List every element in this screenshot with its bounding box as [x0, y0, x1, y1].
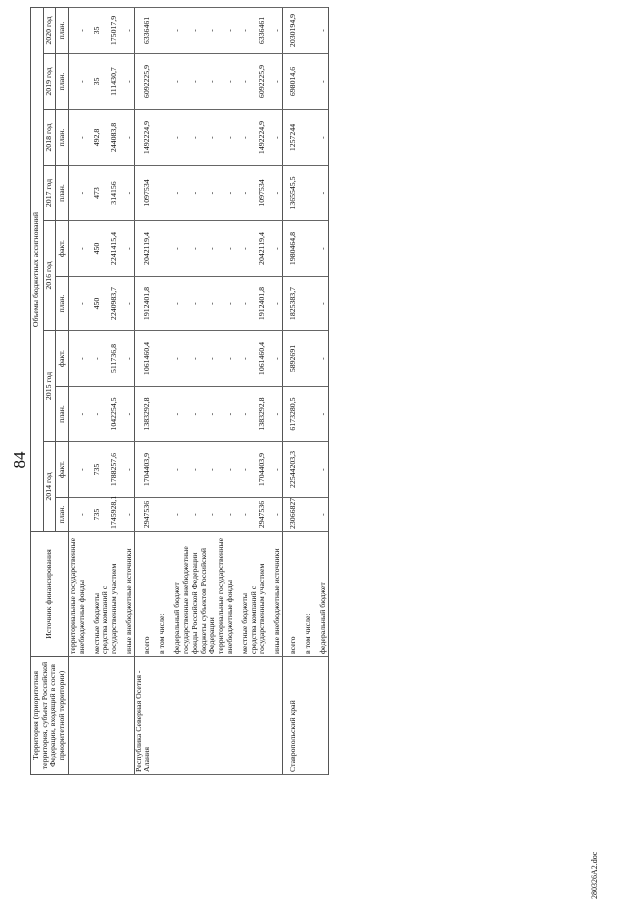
value-cell: - — [68, 387, 86, 442]
value-cell: - — [167, 54, 182, 110]
territory-cell — [152, 657, 167, 775]
value-cell: - — [313, 277, 329, 331]
territory-cell: Ставропольский край — [282, 657, 298, 775]
header-year-2018: 2018 год — [43, 110, 56, 166]
source-cell: территориальные государственные внебюджетные фонды — [217, 532, 234, 657]
value-cell: - — [182, 331, 199, 387]
value-cell: 1061460,4 — [134, 331, 152, 387]
value-cell: - — [267, 166, 283, 221]
value-cell — [298, 387, 313, 442]
table-row — [235, 7, 250, 774]
territory-cell — [167, 657, 182, 775]
table-row — [298, 7, 313, 774]
table-row — [101, 7, 118, 774]
value-cell: - — [119, 110, 135, 166]
value-cell: 1383292,8 — [250, 387, 267, 442]
territory-cell: Республика Северная Осетия - Алания — [134, 657, 152, 775]
value-cell — [298, 277, 313, 331]
territory-cell — [298, 657, 313, 775]
value-cell — [152, 498, 167, 532]
table-row — [267, 7, 283, 774]
territory-cell — [267, 657, 283, 775]
value-cell: - — [68, 498, 86, 532]
value-cell: - — [267, 110, 283, 166]
value-cell: 450 — [86, 221, 101, 277]
value-cell: 6336461 — [134, 7, 152, 53]
value-cell: - — [313, 442, 329, 498]
value-cell: - — [235, 331, 250, 387]
territory-cell — [217, 657, 234, 775]
value-cell: 2042119,4 — [134, 221, 152, 277]
value-cell: - — [200, 331, 217, 387]
value-cell — [298, 110, 313, 166]
value-cell: - — [86, 331, 101, 387]
value-cell: - — [235, 221, 250, 277]
value-cell: - — [313, 110, 329, 166]
value-cell — [152, 54, 167, 110]
value-cell: 511736,8 — [101, 331, 118, 387]
value-cell: 1980464,8 — [282, 221, 298, 277]
value-cell: 1912401,8 — [134, 277, 152, 331]
value-cell: 1365545,5 — [282, 166, 298, 221]
value-cell — [298, 166, 313, 221]
table-row — [119, 7, 135, 774]
value-cell: - — [217, 166, 234, 221]
value-cell: 450 — [86, 277, 101, 331]
value-cell — [298, 7, 313, 53]
value-cell — [298, 498, 313, 532]
page-number: 84 — [10, 451, 29, 469]
value-cell: - — [167, 7, 182, 53]
value-cell — [298, 331, 313, 387]
value-cell: 6092225,9 — [134, 54, 152, 110]
value-cell: - — [167, 110, 182, 166]
value-cell: 735 — [86, 498, 101, 532]
value-cell: - — [167, 277, 182, 331]
source-cell: государственные внебюджетные фонды Российской Федерации — [182, 532, 199, 657]
value-cell: - — [267, 442, 283, 498]
value-cell: - — [68, 221, 86, 277]
value-cell: 2030194,9 — [282, 7, 298, 53]
value-cell: - — [267, 498, 283, 532]
value-cell: - — [267, 277, 283, 331]
value-cell: 1042254,5 — [101, 387, 118, 442]
value-cell: 1912401,8 — [250, 277, 267, 331]
value-cell: - — [182, 442, 199, 498]
value-cell: 492,8 — [86, 110, 101, 166]
value-cell: 2241415,4 — [101, 221, 118, 277]
value-cell: 6336461 — [250, 7, 267, 53]
value-cell: - — [235, 277, 250, 331]
value-cell: - — [200, 498, 217, 532]
header-source: Источник финансирования — [31, 532, 69, 657]
value-cell: 1704403,9 — [250, 442, 267, 498]
value-cell: 473 — [86, 166, 101, 221]
value-cell: - — [182, 387, 199, 442]
header-year-2014: 2014 год — [43, 442, 56, 532]
header-plan: план. — [56, 498, 69, 532]
value-cell: - — [167, 331, 182, 387]
value-cell: 1492224,9 — [134, 110, 152, 166]
value-cell: - — [217, 110, 234, 166]
value-cell: - — [167, 221, 182, 277]
value-cell: - — [235, 54, 250, 110]
value-cell: - — [68, 7, 86, 53]
value-cell: 35 — [86, 7, 101, 53]
territory-cell — [200, 657, 217, 775]
header-year-2019: 2019 год — [43, 54, 56, 110]
header-volumes: Объемы бюджетных ассигнований — [31, 7, 44, 531]
value-cell: 1097534 — [250, 166, 267, 221]
value-cell: - — [217, 277, 234, 331]
source-cell: местные бюджеты — [235, 532, 250, 657]
value-cell: - — [86, 387, 101, 442]
budget-table — [30, 7, 329, 775]
table-row — [68, 7, 86, 774]
header-fact: факт. — [56, 442, 69, 498]
value-cell: 1788257,6 — [101, 442, 118, 498]
value-cell: - — [182, 110, 199, 166]
header-fact: факт. — [56, 331, 69, 387]
value-cell: - — [119, 331, 135, 387]
table-row — [200, 7, 217, 774]
source-cell: всего — [282, 532, 298, 657]
source-cell: федеральный бюджет — [313, 532, 329, 657]
value-cell: - — [68, 54, 86, 110]
source-cell: всего — [134, 532, 152, 657]
value-cell: - — [119, 277, 135, 331]
value-cell: 5892691 — [282, 331, 298, 387]
value-cell: - — [313, 166, 329, 221]
value-cell: 314156 — [101, 166, 118, 221]
value-cell: - — [235, 7, 250, 53]
value-cell: - — [167, 387, 182, 442]
value-cell: - — [182, 166, 199, 221]
value-cell: - — [68, 110, 86, 166]
value-cell: - — [119, 54, 135, 110]
value-cell: - — [217, 54, 234, 110]
header-year-2015: 2015 год — [43, 331, 56, 442]
value-cell: - — [200, 166, 217, 221]
header-plan: план. — [56, 54, 69, 110]
value-cell: - — [313, 221, 329, 277]
header-year-2020: 2020 год — [43, 7, 56, 53]
header-plan: план. — [56, 7, 69, 53]
value-cell: - — [313, 498, 329, 532]
header-year-2017: 2017 год — [43, 166, 56, 221]
value-cell: 1383292,8 — [134, 387, 152, 442]
value-cell — [152, 7, 167, 53]
header-plan: план. — [56, 110, 69, 166]
value-cell: 111430,7 — [101, 54, 118, 110]
territory-cell — [250, 657, 267, 775]
source-cell: территориальные государственные внебюджетные фонды — [68, 532, 86, 657]
value-cell: - — [167, 498, 182, 532]
value-cell: - — [235, 110, 250, 166]
value-cell — [152, 442, 167, 498]
value-cell: - — [200, 221, 217, 277]
value-cell: - — [313, 54, 329, 110]
table-row — [167, 7, 182, 774]
value-cell: 2947536 — [250, 498, 267, 532]
source-cell: бюджеты субъектов Российской Федерации — [200, 532, 217, 657]
value-cell: 6092225,9 — [250, 54, 267, 110]
value-cell — [152, 277, 167, 331]
value-cell: - — [182, 7, 199, 53]
table-row — [182, 7, 199, 774]
value-cell: - — [200, 277, 217, 331]
value-cell: - — [217, 442, 234, 498]
value-cell: 1704403,9 — [134, 442, 152, 498]
territory-cell — [313, 657, 329, 775]
value-cell — [298, 221, 313, 277]
source-cell: федеральный бюджет — [167, 532, 182, 657]
header-territory: Территория (приоритетная территория, субъект Российской Федерации, входящий в состав приоритетной территории) — [31, 657, 69, 775]
value-cell: - — [267, 7, 283, 53]
table-row — [152, 7, 167, 774]
value-cell: - — [267, 387, 283, 442]
value-cell: - — [217, 387, 234, 442]
value-cell: - — [119, 221, 135, 277]
table-row — [86, 7, 101, 774]
value-cell — [152, 110, 167, 166]
value-cell: 244083,8 — [101, 110, 118, 166]
value-cell: - — [313, 331, 329, 387]
value-cell: - — [182, 221, 199, 277]
value-cell: 1492224,9 — [250, 110, 267, 166]
value-cell: - — [313, 7, 329, 53]
value-cell: - — [119, 442, 135, 498]
value-cell: - — [167, 166, 182, 221]
value-cell: - — [217, 7, 234, 53]
value-cell: - — [235, 498, 250, 532]
source-cell: средства компаний с государственным участием — [250, 532, 267, 657]
value-cell: - — [119, 498, 135, 532]
value-cell: - — [235, 166, 250, 221]
value-cell: - — [68, 277, 86, 331]
value-cell: - — [267, 331, 283, 387]
value-cell: - — [182, 277, 199, 331]
table-body — [68, 7, 328, 774]
source-cell: местные бюджеты — [86, 532, 101, 657]
footer-stamp: 280326А2.doc — [590, 851, 599, 899]
source-cell: иные внебюджетные источники — [119, 532, 135, 657]
value-cell: 1745928,1 — [101, 498, 118, 532]
value-cell: - — [200, 387, 217, 442]
table-row — [134, 7, 152, 774]
value-cell — [152, 387, 167, 442]
value-cell: 698014,6 — [282, 54, 298, 110]
territory-cell — [235, 657, 250, 775]
value-cell: - — [68, 331, 86, 387]
value-cell: - — [235, 442, 250, 498]
table-row — [217, 7, 234, 774]
value-cell: 35 — [86, 54, 101, 110]
table-row — [282, 7, 298, 774]
value-cell: 175017,9 — [101, 7, 118, 53]
territory-cell — [101, 657, 118, 775]
value-cell: 22544203,3 — [282, 442, 298, 498]
header-plan: план. — [56, 277, 69, 331]
value-cell: 1097534 — [134, 166, 152, 221]
value-cell: 6173280,5 — [282, 387, 298, 442]
header-fact: факт. — [56, 221, 69, 277]
value-cell — [298, 442, 313, 498]
source-cell: средства компаний с государственным участием — [101, 532, 118, 657]
territory-cell — [182, 657, 199, 775]
table-row — [250, 7, 267, 774]
value-cell: - — [200, 110, 217, 166]
value-cell: - — [267, 54, 283, 110]
value-cell: 735 — [86, 442, 101, 498]
value-cell — [152, 166, 167, 221]
value-cell: 2240983,7 — [101, 277, 118, 331]
value-cell: 1257244 — [282, 110, 298, 166]
value-cell: - — [68, 166, 86, 221]
value-cell: - — [313, 387, 329, 442]
value-cell: - — [119, 387, 135, 442]
value-cell: 2042119,4 — [250, 221, 267, 277]
value-cell: - — [119, 166, 135, 221]
value-cell: - — [200, 7, 217, 53]
value-cell: 23066827 — [282, 498, 298, 532]
source-cell: в том числе: — [152, 532, 167, 657]
value-cell: 1825383,7 — [282, 277, 298, 331]
value-cell: - — [119, 7, 135, 53]
table-row — [313, 7, 329, 774]
value-cell: - — [182, 54, 199, 110]
value-cell: - — [217, 498, 234, 532]
source-cell: иные внебюджетные источники — [267, 532, 283, 657]
value-cell: - — [68, 442, 86, 498]
value-cell: - — [267, 221, 283, 277]
header-plan: план. — [56, 387, 69, 442]
value-cell: - — [182, 498, 199, 532]
territory-cell — [68, 657, 86, 775]
value-cell: - — [200, 442, 217, 498]
value-cell: - — [217, 221, 234, 277]
header-year-2016: 2016 год — [43, 221, 56, 331]
value-cell: - — [200, 54, 217, 110]
header-plan: план. — [56, 166, 69, 221]
value-cell: 2947536 — [134, 498, 152, 532]
territory-cell — [86, 657, 101, 775]
source-cell: в том числе: — [298, 532, 313, 657]
value-cell — [152, 221, 167, 277]
value-cell — [298, 54, 313, 110]
value-cell: - — [217, 331, 234, 387]
value-cell: 1061460,4 — [250, 331, 267, 387]
value-cell — [152, 331, 167, 387]
value-cell: - — [235, 387, 250, 442]
territory-cell — [119, 657, 135, 775]
value-cell: - — [167, 442, 182, 498]
